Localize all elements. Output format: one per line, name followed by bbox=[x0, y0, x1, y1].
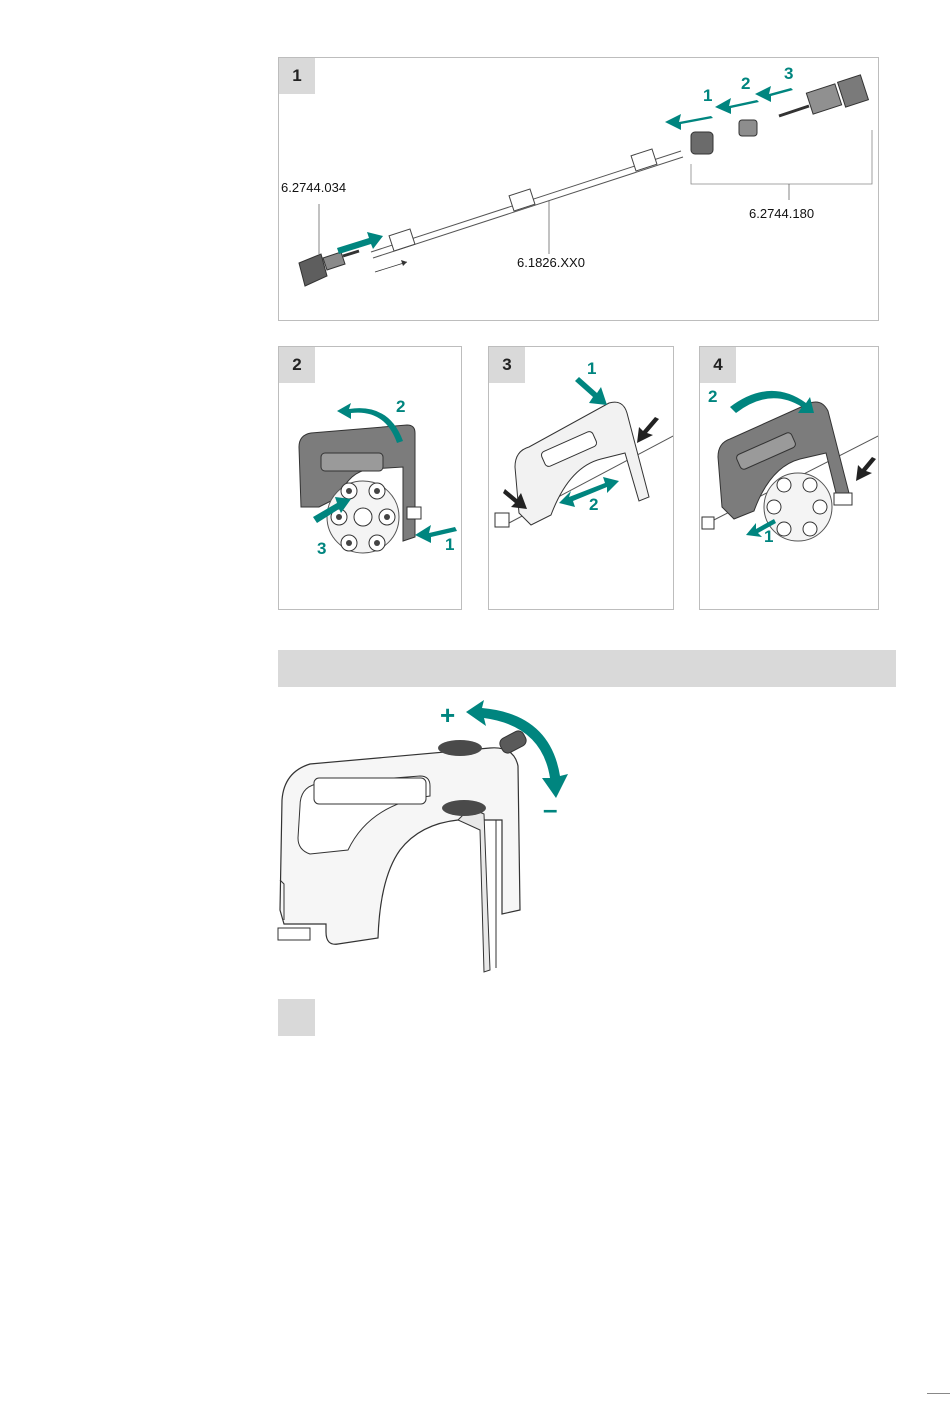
figure-3-panel bbox=[488, 346, 674, 610]
empty-step-badge bbox=[278, 999, 315, 1036]
left-fitting-icon bbox=[299, 251, 359, 286]
figure-2-panel bbox=[278, 346, 462, 610]
figure-2-step-1: 1 bbox=[445, 535, 455, 554]
adjust-plus-label: + bbox=[440, 700, 456, 730]
tubing-assembly-drawing bbox=[279, 58, 879, 321]
part-number-left: 6.2744.034 bbox=[281, 180, 347, 195]
adjust-minus-label: – bbox=[543, 794, 558, 824]
section-heading-bar bbox=[278, 650, 896, 687]
page-edge-rule bbox=[927, 1393, 950, 1394]
figure-4-badge: 4 bbox=[700, 347, 736, 383]
tubing-clamp-drawing bbox=[489, 347, 674, 610]
pressure-adjust-drawing bbox=[270, 700, 570, 980]
part-number-tube: 6.1826.XX0 bbox=[517, 255, 585, 270]
ferrule-icon bbox=[739, 120, 757, 136]
pump-head-insert-drawing bbox=[279, 347, 462, 610]
figure-2-step-2: 2 bbox=[396, 397, 406, 416]
figure-1-step-3: 3 bbox=[784, 64, 794, 83]
figure-4-panel bbox=[699, 346, 879, 610]
figure-2-badge: 2 bbox=[279, 347, 315, 383]
figure-2-step-3: 3 bbox=[317, 539, 327, 558]
figure-3-step-1: 1 bbox=[587, 359, 597, 378]
figure-1-step-1: 1 bbox=[703, 86, 713, 105]
figure-1-badge: 1 bbox=[279, 58, 315, 94]
figure-3-step-2: 2 bbox=[589, 495, 599, 514]
figure-4-step-2: 2 bbox=[708, 387, 718, 406]
figure-3-badge: 3 bbox=[489, 347, 525, 383]
nut-icon bbox=[691, 132, 713, 154]
clamp-close-drawing bbox=[700, 347, 879, 610]
figure-4-step-1: 1 bbox=[764, 527, 774, 546]
part-number-right: 6.2744.180 bbox=[749, 206, 815, 221]
figure-1-step-2: 2 bbox=[741, 74, 751, 93]
figure-1-panel bbox=[278, 57, 879, 321]
